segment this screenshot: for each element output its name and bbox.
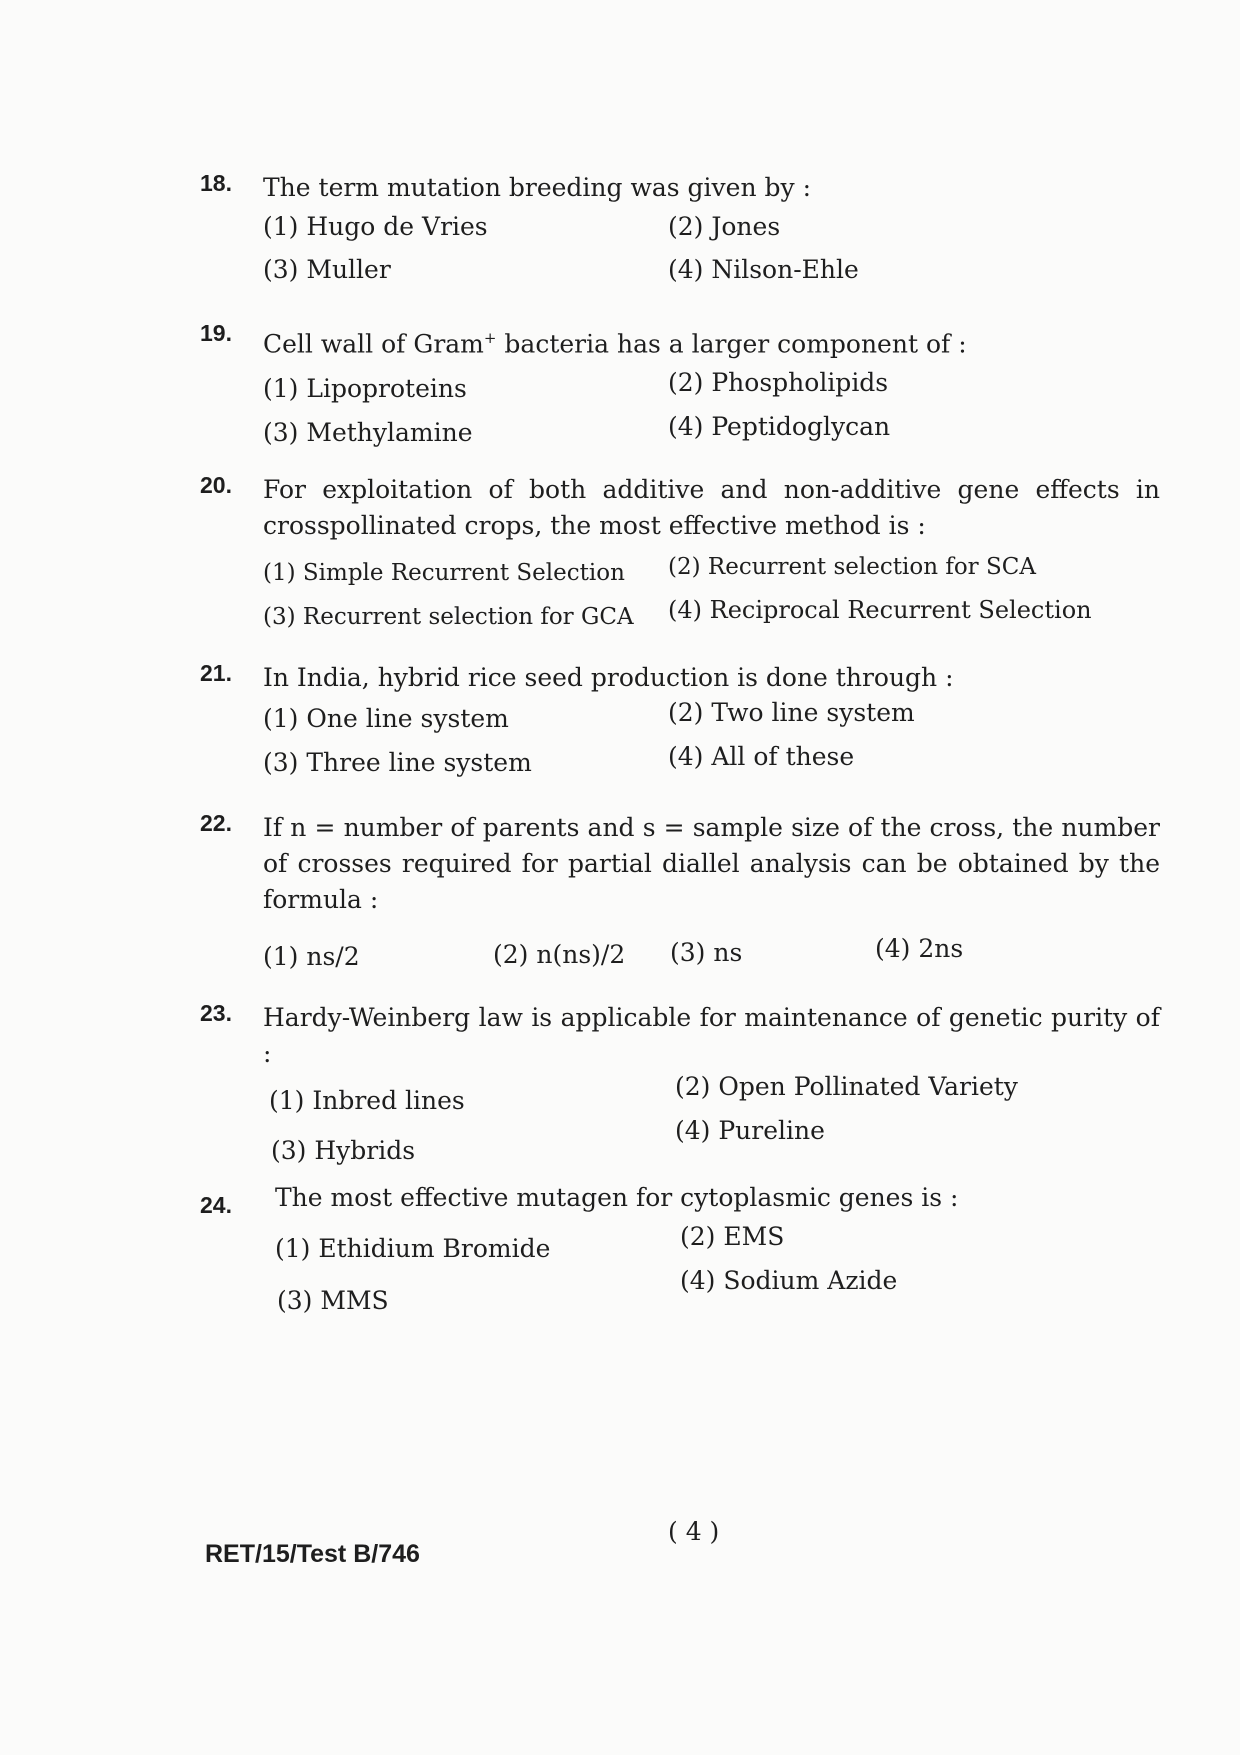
options xyxy=(263,1072,1160,1178)
option-1: (1) Ethidium Bromide xyxy=(275,1234,551,1263)
option-3: (3) Methylamine xyxy=(263,418,473,448)
option-2: (2) EMS xyxy=(680,1222,785,1251)
option-1: (1) ns/2 xyxy=(263,942,360,971)
question-number: 18. xyxy=(200,170,232,196)
option-2: (2) Open Pollinated Variety xyxy=(675,1072,1018,1101)
question-text: The most effective mutagen for cytoplasmic genes is : xyxy=(275,1183,959,1212)
option-2: (2) Phospholipids xyxy=(668,368,889,398)
options xyxy=(263,698,1160,788)
question-18 xyxy=(200,170,1160,298)
option-3: (3) Muller xyxy=(263,255,391,284)
question-20 xyxy=(200,472,1160,640)
option-1: (1) Lipoproteins xyxy=(263,374,467,404)
question-number: 24. xyxy=(200,1192,232,1218)
options xyxy=(263,924,1160,974)
option-4: (4) All of these xyxy=(668,742,855,771)
option-2: (2) Two line system xyxy=(668,698,915,727)
option-1: (1) Inbred lines xyxy=(269,1086,465,1115)
question-22 xyxy=(200,810,1160,974)
question-text: For exploitation of both additive and non-additive gene effects in crosspollinated crops, the most effective method is : xyxy=(263,475,1160,540)
option-4: (4) 2ns xyxy=(875,934,964,963)
question-text: In India, hybrid rice seed production is done through : xyxy=(263,663,954,692)
question-23 xyxy=(200,1000,1160,1178)
option-3: (3) Three line system xyxy=(263,748,532,777)
question-text: Cell wall of Gram+ bacteria has a larger component of : xyxy=(263,329,967,359)
question-21 xyxy=(200,660,1160,788)
option-3: (3) Hybrids xyxy=(271,1136,416,1165)
page-number: ( 4 ) xyxy=(668,1517,720,1546)
option-1: (1) Hugo de Vries xyxy=(263,212,488,241)
option-3: (3) ns xyxy=(670,938,743,967)
option-2: (2) Jones xyxy=(668,212,781,241)
question-number: 19. xyxy=(200,320,232,346)
question-number: 23. xyxy=(200,1000,232,1026)
option-4: (4) Pureline xyxy=(675,1116,825,1145)
options xyxy=(263,368,1160,454)
options xyxy=(263,550,1160,640)
option-4: (4) Sodium Azide xyxy=(680,1266,898,1295)
option-1: (1) One line system xyxy=(263,704,509,733)
options xyxy=(275,1222,1160,1322)
option-3: (3) MMS xyxy=(277,1286,389,1315)
test-code: RET/15/Test B/746 xyxy=(205,1540,420,1568)
option-2: (2) n(ns)/2 xyxy=(493,940,626,969)
option-2: (2) Recurrent selection for SCA xyxy=(668,554,1036,580)
question-text: Hardy-Weinberg law is applicable for maintenance of genetic purity of : xyxy=(263,1003,1160,1068)
question-number: 22. xyxy=(200,810,232,836)
option-4: (4) Nilson-Ehle xyxy=(668,255,859,284)
option-1: (1) Simple Recurrent Selection xyxy=(263,560,625,586)
question-number: 21. xyxy=(200,660,232,686)
option-4: (4) Peptidoglycan xyxy=(668,412,891,442)
question-number: 20. xyxy=(200,472,232,498)
question-19 xyxy=(200,320,1160,454)
question-24 xyxy=(200,1180,1160,1322)
question-text: The term mutation breeding was given by : xyxy=(263,173,811,202)
question-text: If n = number of parents and s = sample size of the cross, the number of crosses required for partial diallel analysis can be obtained by the formula : xyxy=(263,813,1160,914)
options xyxy=(263,212,1160,298)
option-4: (4) Reciprocal Recurrent Selection xyxy=(668,596,1092,624)
option-3: (3) Recurrent selection for GCA xyxy=(263,604,634,630)
